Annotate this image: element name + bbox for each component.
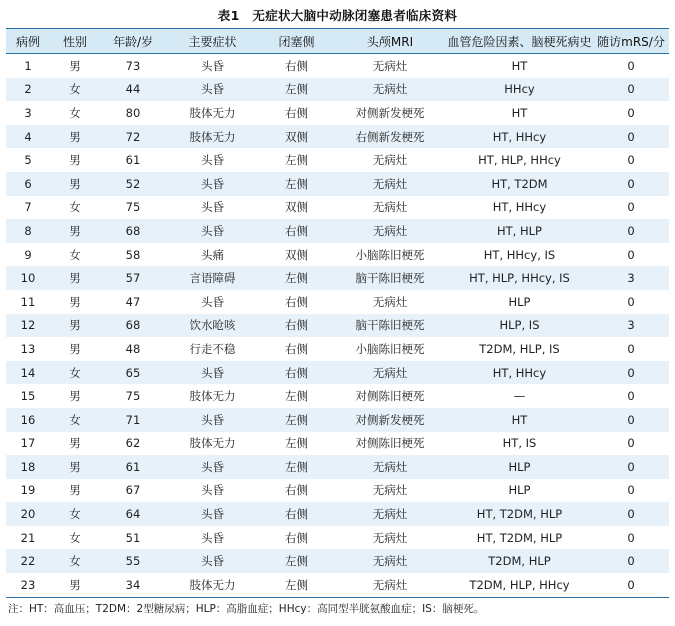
col-header-symptom: 主要症状 (166, 29, 259, 54)
cell-mrs: 0 (627, 129, 635, 144)
cell-mrs: 0 (627, 176, 635, 191)
cell-case: 12 (20, 318, 36, 333)
cell-mri: 脑干陈旧梗死 (355, 271, 425, 286)
cell-case: 4 (24, 129, 32, 144)
cell-age: 68 (125, 318, 141, 333)
cell-symptom: 头痛 (201, 247, 224, 262)
cell-occlusion-side: 左侧 (285, 153, 308, 168)
cell-sex: 男 (69, 223, 81, 238)
cell-risk-factors: T2DM, HLP, IS (479, 341, 560, 356)
cell-case: 16 (20, 412, 36, 427)
table-row (6, 573, 669, 597)
table-row (6, 526, 669, 550)
cell-case: 20 (20, 507, 36, 522)
col-header-mri: 头颅MRI (334, 29, 446, 54)
cell-occlusion-side: 左侧 (285, 459, 308, 474)
cell-mri: 无病灶 (372, 58, 408, 73)
cell-mrs: 0 (627, 223, 635, 238)
cell-case: 23 (6, 573, 50, 597)
cell-occlusion-side: 左侧 (285, 436, 308, 451)
cell-age: 34 (100, 573, 166, 597)
cell-age: 48 (125, 341, 141, 356)
clinical-data-table (6, 28, 669, 598)
cell-symptom: 头昏 (201, 200, 224, 215)
table-row (6, 54, 669, 78)
cell-age: 58 (125, 247, 141, 262)
cell-mri: 小脑陈旧梗死 (355, 247, 425, 262)
cell-sex: 男 (69, 436, 81, 451)
cell-age: 80 (125, 105, 141, 120)
cell-sex: 女 (69, 105, 81, 120)
cell-risk-factors: HT, HHcy, IS (483, 247, 556, 262)
cell-risk-factors: HT, HLP, HHcy (478, 153, 561, 168)
cell-mri: 对侧新发梗死 (355, 105, 425, 120)
cell-occlusion-side: 左侧 (285, 554, 308, 569)
table-row (6, 101, 669, 125)
cell-risk-factors: HT, HLP (497, 223, 542, 238)
cell-case: 13 (20, 341, 36, 356)
cell-case: 8 (24, 223, 32, 238)
cell-case: 7 (24, 200, 32, 215)
cell-age: 47 (125, 294, 141, 309)
cell-symptom: 头昏 (201, 294, 224, 309)
cell-mri: 无病灶 (372, 153, 408, 168)
table-body (6, 54, 669, 598)
col-header-age: 年龄/岁 (100, 29, 166, 54)
cell-mri: 脑干陈旧梗死 (355, 318, 425, 333)
cell-sex: 男 (69, 459, 81, 474)
cell-age: 57 (125, 271, 141, 286)
table-row (6, 455, 669, 479)
table-row (6, 549, 669, 573)
cell-mrs: 0 (627, 412, 635, 427)
cell-risk-factors: HLP (508, 294, 531, 309)
cell-mri: 无病灶 (372, 459, 408, 474)
cell-age: 61 (125, 153, 141, 168)
cell-sex: 男 (69, 58, 81, 73)
cell-mri: 无病灶 (372, 82, 408, 97)
cell-sex: 男 (69, 389, 81, 404)
cell-symptom: 头昏 (201, 459, 224, 474)
cell-symptom: 头昏 (201, 82, 224, 97)
cell-age: 71 (125, 412, 141, 427)
cell-symptom: 头昏 (201, 223, 224, 238)
cell-case: 22 (20, 554, 36, 569)
cell-mri: 小脑陈旧梗死 (355, 341, 425, 356)
cell-risk-factors: HLP, IS (499, 318, 540, 333)
col-header-sex: 性别 (50, 29, 100, 54)
cell-mri: 无病灶 (372, 294, 408, 309)
cell-risk-factors: HT (511, 412, 528, 427)
cell-mri: 无病灶 (372, 554, 408, 569)
table-row (6, 266, 669, 290)
cell-symptom: 行走不稳 (189, 341, 236, 356)
cell-sex: 男 (69, 318, 81, 333)
cell-sex: 女 (69, 200, 81, 215)
cell-case: 17 (20, 436, 36, 451)
cell-age: 73 (125, 58, 141, 73)
cell-mri: 无病灶 (372, 223, 408, 238)
cell-age: 68 (125, 223, 141, 238)
cell-case: 10 (20, 271, 36, 286)
cell-risk-factors: HT, T2DM, HLP (476, 530, 563, 545)
cell-occlusion-side: 右侧 (285, 341, 308, 356)
cell-mrs: 0 (627, 294, 635, 309)
cell-occlusion-side: 双侧 (285, 200, 308, 215)
table-header (6, 29, 669, 54)
cell-risk-factors: HT, T2DM (491, 176, 548, 191)
cell-mri: 右侧新发梗死 (355, 129, 425, 144)
cell-mri: 对侧新发梗死 (355, 412, 425, 427)
cell-mrs: 0 (627, 200, 635, 215)
cell-occlusion-side: 右侧 (285, 318, 308, 333)
cell-mrs: 0 (627, 530, 635, 545)
cell-mrs: 0 (627, 82, 635, 97)
cell-symptom: 头昏 (201, 412, 224, 427)
cell-symptom: 头昏 (201, 554, 224, 569)
cell-mri: 无病灶 (372, 365, 408, 380)
cell-symptom: 头昏 (201, 153, 224, 168)
table-row (6, 408, 669, 432)
cell-risk-factors: HT, HLP, HHcy, IS (469, 271, 570, 286)
col-header-mrs: 随访mRS/分 (593, 29, 669, 54)
cell-occlusion-side: 右侧 (285, 58, 308, 73)
cell-case: 18 (20, 459, 36, 474)
cell-symptom: 头昏 (201, 58, 224, 73)
cell-mrs: 3 (627, 318, 635, 333)
cell-age: 55 (125, 554, 141, 569)
table-row (6, 502, 669, 526)
cell-risk-factors: HLP (508, 483, 531, 498)
table-row (6, 196, 669, 220)
cell-occlusion-side: 左侧 (285, 389, 308, 404)
cell-mrs: 0 (593, 573, 669, 597)
cell-sex: 女 (69, 247, 81, 262)
table-row (6, 361, 669, 385)
cell-mrs: 0 (627, 341, 635, 356)
cell-occlusion-side: 左侧 (285, 82, 308, 97)
cell-mri: 无病灶 (372, 176, 408, 191)
cell-case: 21 (20, 530, 36, 545)
cell-occlusion-side: 右侧 (285, 294, 308, 309)
cell-case: 6 (24, 176, 32, 191)
cell-sex: 女 (69, 365, 81, 380)
cell-mrs: 0 (627, 365, 635, 380)
cell-case: 9 (24, 247, 32, 262)
cell-occlusion-side: 右侧 (285, 105, 308, 120)
cell-age: 51 (125, 530, 141, 545)
cell-case: 3 (24, 105, 32, 120)
table-row (6, 219, 669, 243)
cell-symptom: 肢体无力 (189, 436, 236, 451)
cell-occlusion-side: 右侧 (285, 507, 308, 522)
cell-risk-factors: HT, HHcy (492, 200, 547, 215)
cell-symptom: 头昏 (201, 176, 224, 191)
cell-sex: 男 (69, 341, 81, 356)
cell-occlusion-side: 右侧 (285, 223, 308, 238)
cell-sex: 男 (69, 153, 81, 168)
cell-occlusion-side: 右侧 (285, 483, 308, 498)
cell-age: 75 (125, 389, 141, 404)
cell-mrs: 0 (627, 507, 635, 522)
cell-risk-factors: — (513, 389, 526, 404)
cell-symptom: 饮水呛咳 (189, 318, 236, 333)
cell-mri: 无病灶 (372, 200, 408, 215)
cell-mri: 无病灶 (372, 530, 408, 545)
cell-occlusion-side: 左侧 (285, 176, 308, 191)
cell-age: 75 (125, 200, 141, 215)
cell-age: 72 (125, 129, 141, 144)
cell-symptom: 肢体无力 (189, 129, 236, 144)
table-row (6, 125, 669, 149)
col-header-case: 病例 (6, 29, 50, 54)
cell-mri: 对侧陈旧梗死 (355, 436, 425, 451)
cell-mrs: 0 (627, 58, 635, 73)
cell-mrs: 0 (627, 483, 635, 498)
cell-mrs: 0 (627, 389, 635, 404)
cell-sex: 男 (50, 573, 100, 597)
cell-risk-factors: T2DM, HLP, HHcy (446, 573, 593, 597)
cell-symptom: 头昏 (201, 507, 224, 522)
cell-age: 65 (125, 365, 141, 380)
cell-sex: 男 (69, 271, 81, 286)
cell-risk-factors: HT, IS (502, 436, 537, 451)
cell-mrs: 0 (627, 459, 635, 474)
cell-mrs: 3 (627, 271, 635, 286)
col-header-occlusion-side: 闭塞侧 (259, 29, 334, 54)
cell-mri: 无病灶 (334, 573, 446, 597)
cell-risk-factors: T2DM, HLP (488, 554, 551, 569)
cell-age: 61 (125, 459, 141, 474)
cell-mri: 无病灶 (372, 483, 408, 498)
cell-symptom: 头昏 (201, 530, 224, 545)
cell-case: 14 (20, 365, 36, 380)
table-row (6, 337, 669, 361)
cell-occlusion-side: 右侧 (285, 365, 308, 380)
cell-symptom: 头昏 (201, 483, 224, 498)
cell-age: 44 (125, 82, 141, 97)
cell-age: 52 (125, 176, 141, 191)
cell-occlusion-side: 双侧 (285, 247, 308, 262)
cell-symptom: 言语障碍 (189, 271, 236, 286)
cell-risk-factors: HT (511, 105, 528, 120)
cell-case: 15 (20, 389, 36, 404)
table-row (6, 479, 669, 503)
cell-case: 19 (20, 483, 36, 498)
cell-occlusion-side: 左侧 (285, 412, 308, 427)
cell-sex: 女 (69, 530, 81, 545)
cell-symptom: 肢体无力 (189, 389, 236, 404)
cell-risk-factors: HT, T2DM, HLP (476, 507, 563, 522)
cell-mrs: 0 (627, 247, 635, 262)
table-row (6, 384, 669, 408)
cell-occlusion-side: 双侧 (285, 129, 308, 144)
table-caption: 表1 无症状大脑中动脉闭塞患者临床资料 (217, 8, 458, 23)
cell-age: 62 (125, 436, 141, 451)
cell-occlusion-side: 右侧 (285, 530, 308, 545)
table-row (6, 78, 669, 102)
cell-sex: 女 (69, 82, 81, 97)
table-row (6, 432, 669, 456)
cell-mri: 对侧陈旧梗死 (355, 389, 425, 404)
cell-mrs: 0 (627, 436, 635, 451)
cell-mrs: 0 (627, 554, 635, 569)
cell-risk-factors: HHcy (504, 82, 535, 97)
cell-sex: 男 (69, 483, 81, 498)
cell-mrs: 0 (627, 105, 635, 120)
cell-mrs: 0 (627, 153, 635, 168)
cell-symptom: 肢体无力 (189, 105, 236, 120)
cell-sex: 男 (69, 176, 81, 191)
cell-symptom: 肢体无力 (166, 573, 259, 597)
table-row (6, 148, 669, 172)
cell-sex: 女 (69, 412, 81, 427)
table-row (6, 290, 669, 314)
cell-sex: 男 (69, 129, 81, 144)
header-row (6, 29, 669, 54)
cell-risk-factors: HT (511, 58, 528, 73)
cell-case: 5 (24, 153, 32, 168)
cell-risk-factors: HLP (508, 459, 531, 474)
table-row (6, 243, 669, 267)
cell-risk-factors: HT, HHcy (492, 129, 547, 144)
cell-case: 1 (24, 58, 32, 73)
cell-sex: 男 (69, 294, 81, 309)
cell-case: 2 (24, 82, 32, 97)
cell-risk-factors: HT, HHcy (492, 365, 547, 380)
cell-occlusion-side: 左侧 (259, 573, 334, 597)
cell-mri: 无病灶 (372, 507, 408, 522)
cell-sex: 女 (69, 507, 81, 522)
col-header-risk-factors: 血管危险因素、脑梗死病史 (446, 29, 593, 54)
cell-symptom: 头昏 (201, 365, 224, 380)
cell-occlusion-side: 左侧 (285, 271, 308, 286)
cell-sex: 女 (69, 554, 81, 569)
cell-case: 11 (20, 294, 36, 309)
table-footnote: 注：HT：高血压；T2DM：2型糖尿病；HLP：高脂血症；HHcy：高同型半胱氨酸血症；IS：脑梗死。 (8, 603, 485, 615)
cell-age: 67 (125, 483, 141, 498)
table-row (6, 314, 669, 338)
cell-age: 64 (125, 507, 141, 522)
table-row (6, 172, 669, 196)
